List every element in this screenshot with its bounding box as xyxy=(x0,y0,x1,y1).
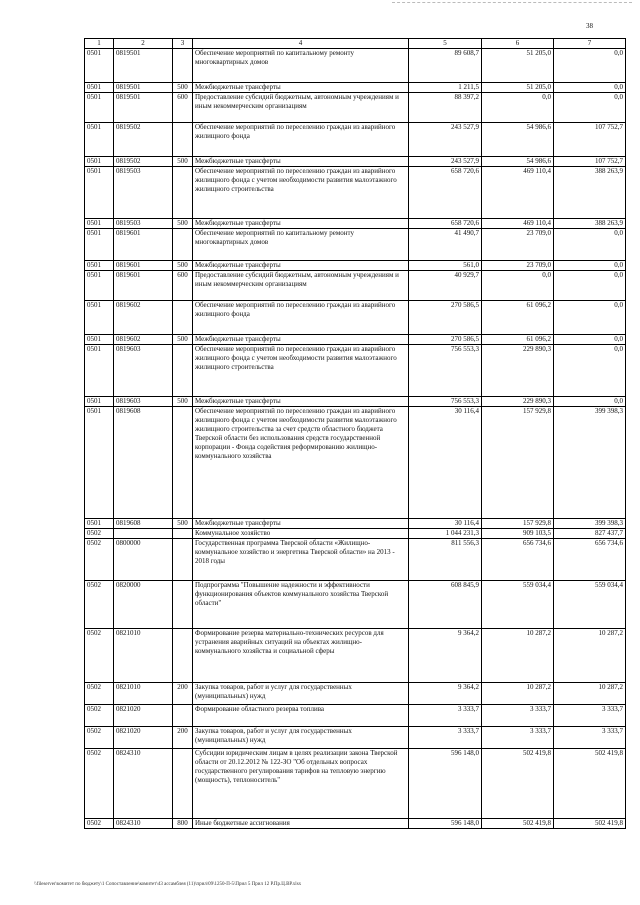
description-cell: Межбюджетные трансферты xyxy=(193,83,409,93)
value-col-7: 107 752,7 xyxy=(554,157,626,167)
expense-type-code xyxy=(173,539,193,581)
value-col-7: 0,0 xyxy=(554,271,626,301)
expense-type-code: 500 xyxy=(173,157,193,167)
value-col-7: 388 263,9 xyxy=(554,167,626,219)
value-col-5: 756 553,3 xyxy=(409,345,482,397)
section-code: 0501 xyxy=(85,229,114,261)
value-col-7: 559 034,4 xyxy=(554,581,626,629)
target-code: 0819601 xyxy=(114,261,173,271)
table-row xyxy=(85,819,626,829)
description-cell: Межбюджетные трансферты xyxy=(193,219,409,229)
value-col-5: 596 148,0 xyxy=(409,819,482,829)
value-col-6: 54 986,6 xyxy=(482,157,554,167)
value-col-5: 608 845,9 xyxy=(409,581,482,629)
section-code: 0501 xyxy=(85,157,114,167)
header-col-5: 5 xyxy=(409,39,482,49)
description-cell: Обеспечение мероприятий по переселению граждан из аварийного жилищного фонда xyxy=(193,123,409,157)
value-col-7: 0,0 xyxy=(554,261,626,271)
value-col-7: 502 419,8 xyxy=(554,819,626,829)
expense-type-code: 500 xyxy=(173,83,193,93)
expense-type-code: 600 xyxy=(173,93,193,123)
target-code: 0819608 xyxy=(114,519,173,529)
value-col-5: 30 116,4 xyxy=(409,407,482,519)
target-code: 0821020 xyxy=(114,727,173,749)
table-row xyxy=(85,519,626,529)
value-col-5: 811 556,3 xyxy=(409,539,482,581)
table-row xyxy=(85,123,626,157)
section-code: 0502 xyxy=(85,683,114,705)
value-col-6: 10 287,2 xyxy=(482,683,554,705)
table-row xyxy=(85,261,626,271)
table-row xyxy=(85,335,626,345)
expense-type-code xyxy=(173,229,193,261)
table-row xyxy=(85,407,626,519)
expense-type-code: 500 xyxy=(173,219,193,229)
value-col-7: 3 333,7 xyxy=(554,705,626,727)
description-cell: Иные бюджетные ассигнования xyxy=(193,819,409,829)
table-row xyxy=(85,539,626,581)
value-col-5: 756 553,3 xyxy=(409,397,482,407)
expense-type-code: 600 xyxy=(173,271,193,301)
expense-type-code: 800 xyxy=(173,819,193,829)
description-cell: Обеспечение мероприятий по капитальному ремонту многоквартирных домов xyxy=(193,49,409,83)
value-col-6: 469 110,4 xyxy=(482,219,554,229)
expense-type-code xyxy=(173,49,193,83)
expense-type-code xyxy=(173,345,193,397)
value-col-6: 909 103,5 xyxy=(482,529,554,539)
target-code: 0819502 xyxy=(114,157,173,167)
expense-type-code xyxy=(173,629,193,683)
target-code xyxy=(114,529,173,539)
table-body xyxy=(85,49,626,829)
value-col-6: 51 205,0 xyxy=(482,83,554,93)
description-cell: Обеспечение мероприятий по капитальному ремонту многоквартирных домов xyxy=(193,229,409,261)
top-rule xyxy=(392,2,632,4)
description-cell: Подпрограмма "Повышение надежности и эффективности функционирования объектов коммунального хозяйства Тверской области" xyxy=(193,581,409,629)
header-col-1: 1 xyxy=(85,39,114,49)
budget-table xyxy=(84,38,626,829)
table-row xyxy=(85,345,626,397)
value-col-5: 40 929,7 xyxy=(409,271,482,301)
value-col-7: 10 287,2 xyxy=(554,629,626,683)
expense-type-code: 500 xyxy=(173,261,193,271)
table-row xyxy=(85,229,626,261)
value-col-7: 10 287,2 xyxy=(554,683,626,705)
table-row xyxy=(85,581,626,629)
description-cell: Межбюджетные трансферты xyxy=(193,157,409,167)
value-col-6: 157 929,8 xyxy=(482,407,554,519)
description-cell: Межбюджетные трансферты xyxy=(193,519,409,529)
target-code: 0821010 xyxy=(114,683,173,705)
target-code: 0819603 xyxy=(114,397,173,407)
target-code: 0821020 xyxy=(114,705,173,727)
value-col-7: 399 398,3 xyxy=(554,407,626,519)
section-code: 0502 xyxy=(85,629,114,683)
value-col-7: 0,0 xyxy=(554,49,626,83)
value-col-6: 10 287,2 xyxy=(482,629,554,683)
value-col-6: 469 110,4 xyxy=(482,167,554,219)
value-col-5: 88 397,2 xyxy=(409,93,482,123)
table-row xyxy=(85,83,626,93)
value-col-6: 157 929,8 xyxy=(482,519,554,529)
description-cell: Предоставление субсидий бюджетным, автономным учреждениям и иным некоммерческим организациям xyxy=(193,271,409,301)
description-cell: Субсидии юридическим лицам в целях реализации закона Тверской области от 20.12.2012 № 122-ЗО "Об отдельных вопросах государственного регулирования тарифов на тепловую энергию (мощность), теплоноситель" xyxy=(193,749,409,819)
target-code: 0821010 xyxy=(114,629,173,683)
section-code: 0501 xyxy=(85,83,114,93)
expense-type-code xyxy=(173,529,193,539)
target-code: 0819601 xyxy=(114,271,173,301)
target-code: 0819603 xyxy=(114,345,173,397)
expense-type-code xyxy=(173,301,193,335)
target-code: 0819602 xyxy=(114,335,173,345)
table-header-row xyxy=(85,39,626,49)
section-code: 0501 xyxy=(85,93,114,123)
section-code: 0501 xyxy=(85,397,114,407)
table-row xyxy=(85,219,626,229)
description-cell: Межбюджетные трансферты xyxy=(193,261,409,271)
value-col-7: 0,0 xyxy=(554,397,626,407)
value-col-7: 0,0 xyxy=(554,93,626,123)
target-code: 0819502 xyxy=(114,123,173,157)
value-col-7: 399 398,3 xyxy=(554,519,626,529)
value-col-5: 561,0 xyxy=(409,261,482,271)
header-col-2: 2 xyxy=(114,39,173,49)
value-col-5: 243 527,9 xyxy=(409,123,482,157)
expense-type-code: 200 xyxy=(173,683,193,705)
value-col-6: 51 205,0 xyxy=(482,49,554,83)
table-row xyxy=(85,167,626,219)
value-col-7: 0,0 xyxy=(554,229,626,261)
value-col-7: 0,0 xyxy=(554,335,626,345)
value-col-7: 3 333,7 xyxy=(554,727,626,749)
description-cell: Межбюджетные трансферты xyxy=(193,335,409,345)
target-code: 0819503 xyxy=(114,219,173,229)
value-col-6: 61 096,2 xyxy=(482,301,554,335)
table-row xyxy=(85,705,626,727)
expense-type-code xyxy=(173,749,193,819)
section-code: 0501 xyxy=(85,167,114,219)
table-row xyxy=(85,727,626,749)
value-col-6: 0,0 xyxy=(482,93,554,123)
section-code: 0501 xyxy=(85,271,114,301)
target-code: 0819601 xyxy=(114,229,173,261)
value-col-5: 3 333,7 xyxy=(409,705,482,727)
section-code: 0501 xyxy=(85,301,114,335)
expense-type-code xyxy=(173,123,193,157)
target-code: 0819608 xyxy=(114,407,173,519)
value-col-5: 89 608,7 xyxy=(409,49,482,83)
value-col-6: 0,0 xyxy=(482,271,554,301)
value-col-5: 270 586,5 xyxy=(409,335,482,345)
section-code: 0501 xyxy=(85,345,114,397)
description-cell: Государственная программа Тверской области «Жилищно-коммунальное хозяйство и энергетика Тверской области» на 2013 - 2018 годы xyxy=(193,539,409,581)
target-code: 0820000 xyxy=(114,581,173,629)
value-col-7: 827 437,7 xyxy=(554,529,626,539)
value-col-5: 658 720,6 xyxy=(409,167,482,219)
header-col-4: 4 xyxy=(193,39,409,49)
value-col-6: 502 419,8 xyxy=(482,819,554,829)
table-row xyxy=(85,301,626,335)
table-row xyxy=(85,529,626,539)
expense-type-code: 500 xyxy=(173,335,193,345)
target-code: 0800000 xyxy=(114,539,173,581)
value-col-5: 658 720,6 xyxy=(409,219,482,229)
table-row xyxy=(85,271,626,301)
value-col-5: 9 364,2 xyxy=(409,683,482,705)
value-col-5: 270 586,5 xyxy=(409,301,482,335)
header-col-6: 6 xyxy=(482,39,554,49)
value-col-7: 0,0 xyxy=(554,301,626,335)
section-code: 0501 xyxy=(85,261,114,271)
header-col-7: 7 xyxy=(554,39,626,49)
description-cell: Обеспечение мероприятий по переселению граждан из аварийного жилищного фонда с учетом необходимости развития малоэтажного жилищного строительства xyxy=(193,167,409,219)
section-code: 0501 xyxy=(85,335,114,345)
section-code: 0501 xyxy=(85,519,114,529)
value-col-7: 107 752,7 xyxy=(554,123,626,157)
value-col-7: 388 263,9 xyxy=(554,219,626,229)
table-row xyxy=(85,157,626,167)
value-col-5: 243 527,9 xyxy=(409,157,482,167)
target-code: 0819501 xyxy=(114,49,173,83)
description-cell: Обеспечение мероприятий по переселению граждан из аварийного жилищного фонда xyxy=(193,301,409,335)
value-col-6: 3 333,7 xyxy=(482,727,554,749)
expense-type-code xyxy=(173,581,193,629)
value-col-6: 502 419,8 xyxy=(482,749,554,819)
target-code: 0819503 xyxy=(114,167,173,219)
table-row xyxy=(85,93,626,123)
expense-type-code: 500 xyxy=(173,397,193,407)
value-col-6: 229 890,3 xyxy=(482,345,554,397)
table-row xyxy=(85,683,626,705)
target-code: 0819501 xyxy=(114,93,173,123)
expense-type-code: 500 xyxy=(173,519,193,529)
value-col-7: 656 734,6 xyxy=(554,539,626,581)
value-col-5: 596 148,0 xyxy=(409,749,482,819)
value-col-6: 23 709,0 xyxy=(482,229,554,261)
expense-type-code xyxy=(173,705,193,727)
description-cell: Обеспечение мероприятий по переселению граждан из аварийного жилищного фонда с учетом необходимости развития малоэтажного жилищного строительства за счет средств областного бюджета Тверской области без использования средств государственной корпорации - Фонда содействия реформированию жилищно-коммунального хозяйства xyxy=(193,407,409,519)
target-code: 0824310 xyxy=(114,749,173,819)
section-code: 0501 xyxy=(85,407,114,519)
value-col-6: 656 734,6 xyxy=(482,539,554,581)
value-col-5: 9 364,2 xyxy=(409,629,482,683)
value-col-5: 3 333,7 xyxy=(409,727,482,749)
value-col-6: 229 890,3 xyxy=(482,397,554,407)
page-number: 38 xyxy=(586,22,593,30)
header-col-3: 3 xyxy=(173,39,193,49)
section-code: 0502 xyxy=(85,529,114,539)
table-row xyxy=(85,749,626,819)
section-code: 0502 xyxy=(85,749,114,819)
value-col-5: 41 490,7 xyxy=(409,229,482,261)
expense-type-code xyxy=(173,167,193,219)
value-col-6: 23 709,0 xyxy=(482,261,554,271)
description-cell: Закупка товаров, работ и услуг для государственных (муниципальных) нужд xyxy=(193,683,409,705)
section-code: 0501 xyxy=(85,49,114,83)
section-code: 0502 xyxy=(85,727,114,749)
file-path-footer: \\fileserver\комитет по бюджету\1 Сопоставление\комитет\43 ассамблея (11)\прил\09\1250-П-5\Прил 5 Прил 12 Р.Пр.Ц.ВР.xlsx xyxy=(34,882,302,887)
description-cell: Предоставление субсидий бюджетным, автономным учреждениям и иным некоммерческим организациям xyxy=(193,93,409,123)
table-row xyxy=(85,397,626,407)
description-cell: Закупка товаров, работ и услуг для государственных (муниципальных) нужд xyxy=(193,727,409,749)
description-cell: Формирование областного резерва топлива xyxy=(193,705,409,727)
expense-type-code xyxy=(173,407,193,519)
description-cell: Формирование резерва материально-технических ресурсов для устранения аварийных ситуаций на объектах жилищно-коммунального хозяйства и социальной сферы xyxy=(193,629,409,683)
value-col-5: 1 211,5 xyxy=(409,83,482,93)
section-code: 0502 xyxy=(85,819,114,829)
section-code: 0501 xyxy=(85,219,114,229)
table-row xyxy=(85,49,626,83)
description-cell: Коммунальное хозяйство xyxy=(193,529,409,539)
value-col-7: 502 419,8 xyxy=(554,749,626,819)
section-code: 0501 xyxy=(85,123,114,157)
target-code: 0824310 xyxy=(114,819,173,829)
value-col-5: 30 116,4 xyxy=(409,519,482,529)
description-cell: Межбюджетные трансферты xyxy=(193,397,409,407)
value-col-7: 0,0 xyxy=(554,83,626,93)
value-col-5: 1 044 231,3 xyxy=(409,529,482,539)
value-col-6: 3 333,7 xyxy=(482,705,554,727)
section-code: 0502 xyxy=(85,539,114,581)
section-code: 0502 xyxy=(85,705,114,727)
target-code: 0819602 xyxy=(114,301,173,335)
section-code: 0502 xyxy=(85,581,114,629)
value-col-6: 559 034,4 xyxy=(482,581,554,629)
table-row xyxy=(85,629,626,683)
value-col-7: 0,0 xyxy=(554,345,626,397)
description-cell: Обеспечение мероприятий по переселению граждан из аварийного жилищного фонда с учетом необходимости развития малоэтажного жилищного строительства xyxy=(193,345,409,397)
value-col-6: 61 096,2 xyxy=(482,335,554,345)
value-col-6: 54 986,6 xyxy=(482,123,554,157)
target-code: 0819501 xyxy=(114,83,173,93)
expense-type-code: 200 xyxy=(173,727,193,749)
